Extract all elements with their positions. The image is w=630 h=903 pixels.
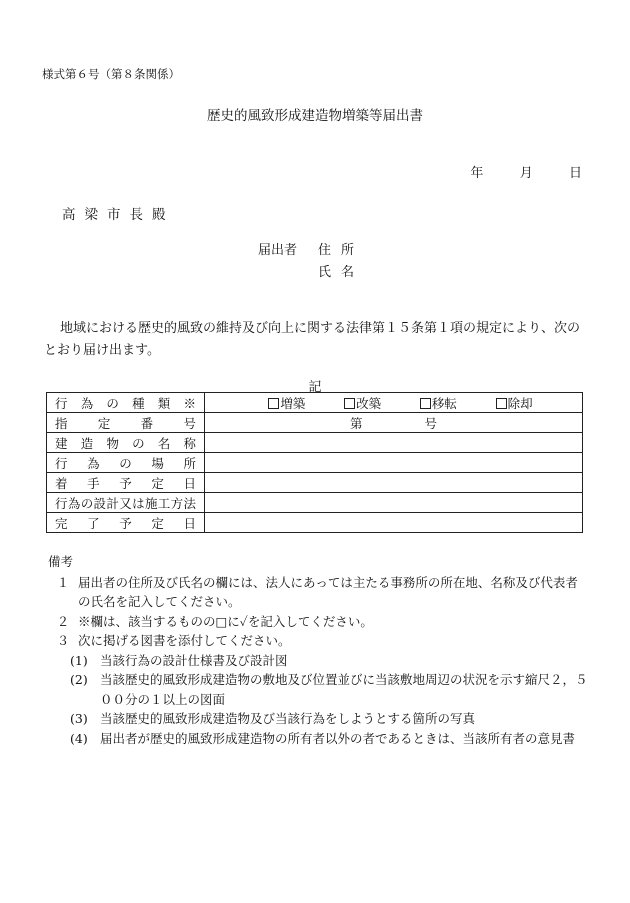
- ki-heading: 記: [308, 380, 322, 395]
- address-label: 住所: [318, 243, 365, 258]
- date-month-label: 月: [519, 166, 533, 181]
- row-label-completion-date: 完了予定日: [47, 513, 205, 533]
- table-row: [47, 473, 583, 493]
- list-item: (3) 当該歴史的風致形成建造物及び当該行為をしようとする箇所の写真: [70, 711, 476, 726]
- table-row: [47, 413, 583, 433]
- row-label-start-date: 着手予定日: [47, 473, 205, 493]
- building-name-field[interactable]: [205, 433, 583, 453]
- row-label-type: 行為の種類※: [47, 393, 205, 413]
- list-item: (1) 当該行為の設計仕様書及び設計図: [70, 652, 288, 668]
- date-line: [470, 162, 582, 181]
- start-date-field[interactable]: [205, 473, 583, 493]
- option-extension[interactable]: 増築: [268, 394, 305, 412]
- option-reconstruction[interactable]: 改築: [344, 394, 381, 412]
- number-prefix: 第: [349, 415, 363, 431]
- applicant-block: [258, 239, 364, 283]
- checkbox-icon[interactable]: [420, 398, 431, 409]
- notes-section: [48, 552, 588, 748]
- table-row: [47, 453, 583, 473]
- row-label-location: 行為の場所: [47, 453, 205, 473]
- form-number: 様式第６号（第８条関係）: [42, 67, 180, 81]
- design-method-field[interactable]: [205, 493, 583, 513]
- row-label-building-name: 建造物の名称: [47, 433, 205, 453]
- document-title: 歴史的風致形成建造物増築等届出書: [207, 108, 423, 124]
- checkbox-icon[interactable]: [496, 398, 507, 409]
- number-suffix: 号: [424, 415, 438, 431]
- list-item: １ 届出者の住所及び氏名の欄には、法人にあっては主たる事務所の所在地、名称及び代表者の氏名を記入してください。: [56, 574, 578, 609]
- name-label: 氏名: [318, 265, 365, 280]
- option-removal[interactable]: 除却: [496, 394, 533, 412]
- list-item: (4) 届出者が歴史的風致形成建造物の所有者以外の者であるときは、当該所有者の意見書: [70, 730, 576, 746]
- completion-date-field[interactable]: [205, 513, 583, 533]
- designation-number-field[interactable]: [205, 413, 583, 433]
- action-type-field: [205, 393, 583, 413]
- notes-heading: 備考: [48, 554, 74, 569]
- checkbox-icon[interactable]: [344, 398, 355, 409]
- table-row: [47, 393, 583, 413]
- body-text: 地域における歴史的風致の維持及び向上に関する法律第１５条第１項の規定により、次のとおり届け出ます。: [44, 321, 581, 358]
- applicant-label: 届出者: [258, 243, 298, 258]
- table-row: [47, 433, 583, 453]
- option-relocation[interactable]: 移転: [420, 394, 457, 412]
- list-item: ２ ※欄は、該当するものの□に✓を記入してください。: [56, 613, 373, 629]
- list-item: (2) 当該歴史的風致形成建造物の敷地及び位置並びに当該敷地周辺の状況を示す縮尺２，５００分の１以上の図面: [70, 672, 588, 707]
- date-year-label: 年: [470, 166, 484, 181]
- application-table: [46, 392, 583, 533]
- date-day-label: 日: [568, 166, 582, 181]
- table-row: [47, 513, 583, 533]
- row-label-designation-number: 指定番号: [47, 413, 205, 433]
- table-row: [47, 493, 583, 513]
- addressee: 高梁市長殿: [62, 207, 175, 223]
- row-label-design-method: 行為の設計又は施工方法: [47, 493, 205, 513]
- location-field[interactable]: [205, 453, 583, 473]
- list-item: ３ 次に掲げる図書を添付してください。: [56, 633, 291, 648]
- checkbox-icon[interactable]: [268, 398, 279, 409]
